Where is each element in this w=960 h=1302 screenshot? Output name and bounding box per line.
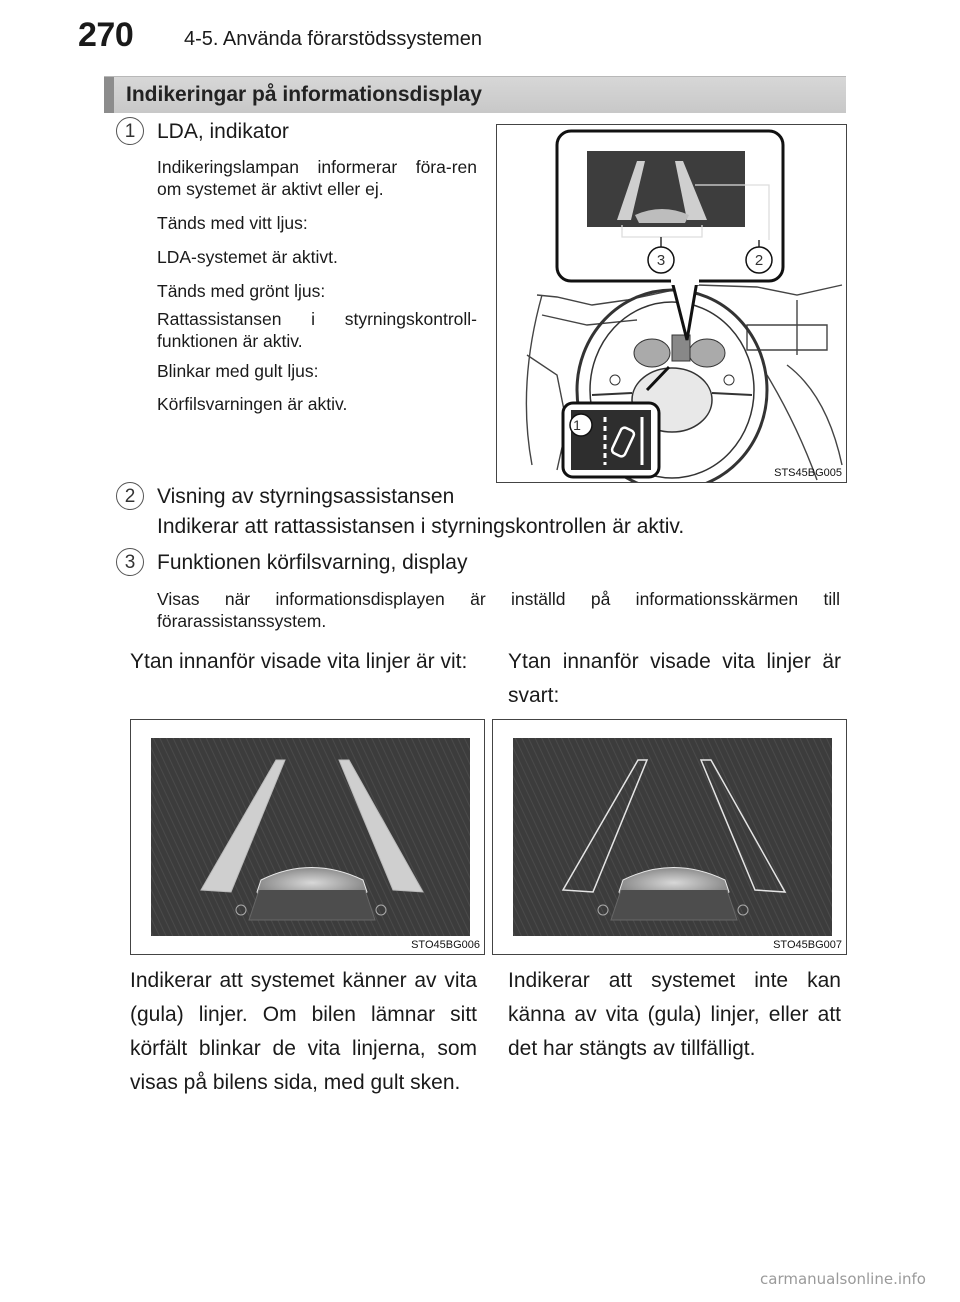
dashboard-illustration xyxy=(497,125,846,482)
right-display-figure xyxy=(492,719,847,955)
left-column-heading: Ytan innanför visade vita linjer är vit: xyxy=(130,650,468,673)
lane-display-black-illustration xyxy=(493,720,846,954)
item-paragraph: Blinkar med gult ljus: xyxy=(157,361,319,381)
item-title: Funktionen körfilsvarning, display xyxy=(157,551,468,574)
section-title: Indikeringar på informationsdisplay xyxy=(126,83,482,106)
item-title: LDA, indikator xyxy=(157,120,289,143)
item-title: Visning av styrningsassistansen xyxy=(157,485,455,508)
footer-watermark: carmanualsonline.info xyxy=(760,1270,926,1288)
dashboard-figure xyxy=(496,124,847,483)
item-paragraph: LDA-systemet är aktivt. xyxy=(157,247,338,267)
item-paragraph: Körfilsvarningen är aktiv. xyxy=(157,394,348,414)
item-description: Indikerar att rattassistansen i styrningskontrollen är aktiv. xyxy=(157,515,685,538)
callout-2-label: 2 xyxy=(754,252,764,269)
item-paragraph: Rattassistansen i styrningskontroll-funktionen är aktiv. xyxy=(157,309,477,351)
right-column-heading: Ytan innanför visade vita linjer är svart: xyxy=(508,650,841,707)
item-number-badge: 1 xyxy=(116,117,144,145)
left-column-description: Indikerar att systemet känner av vita (gula) linjer. Om bilen lämnar sitt körfält blinkar de vita linjerna, som visas på bilens sida, med gult sken. xyxy=(130,969,477,1094)
section-header-bar xyxy=(104,76,846,113)
item-paragraph: Tänds med grönt ljus: xyxy=(157,281,326,301)
figure-code: STO45BG006 xyxy=(411,939,480,951)
callout-1-label: 1 xyxy=(573,417,581,433)
page-number: 270 xyxy=(78,16,134,54)
left-display-figure xyxy=(130,719,485,955)
callout-3-label: 3 xyxy=(656,252,666,269)
right-column-description: Indikerar att systemet inte kan känna av vita (gula) linjer, eller att det har stängts av tillfälligt. xyxy=(508,969,841,1060)
lane-display-white-illustration xyxy=(131,720,484,954)
figure-code: STO45BG007 xyxy=(773,939,842,951)
item-paragraph: Indikeringslampan informerar föra-ren om systemet är aktivt eller ej. xyxy=(157,157,477,199)
figure-code: STS45BG005 xyxy=(774,467,842,479)
item-number-badge: 3 xyxy=(116,548,144,576)
chapter-title: 4-5. Använda förarstödssystemen xyxy=(184,28,482,50)
item-description: Visas när informationsdisplayen är inställd på informationsskärmen till förarassistanssystem. xyxy=(157,589,840,631)
item-number-badge: 2 xyxy=(116,482,144,510)
item-paragraph: Tänds med vitt ljus: xyxy=(157,213,308,233)
